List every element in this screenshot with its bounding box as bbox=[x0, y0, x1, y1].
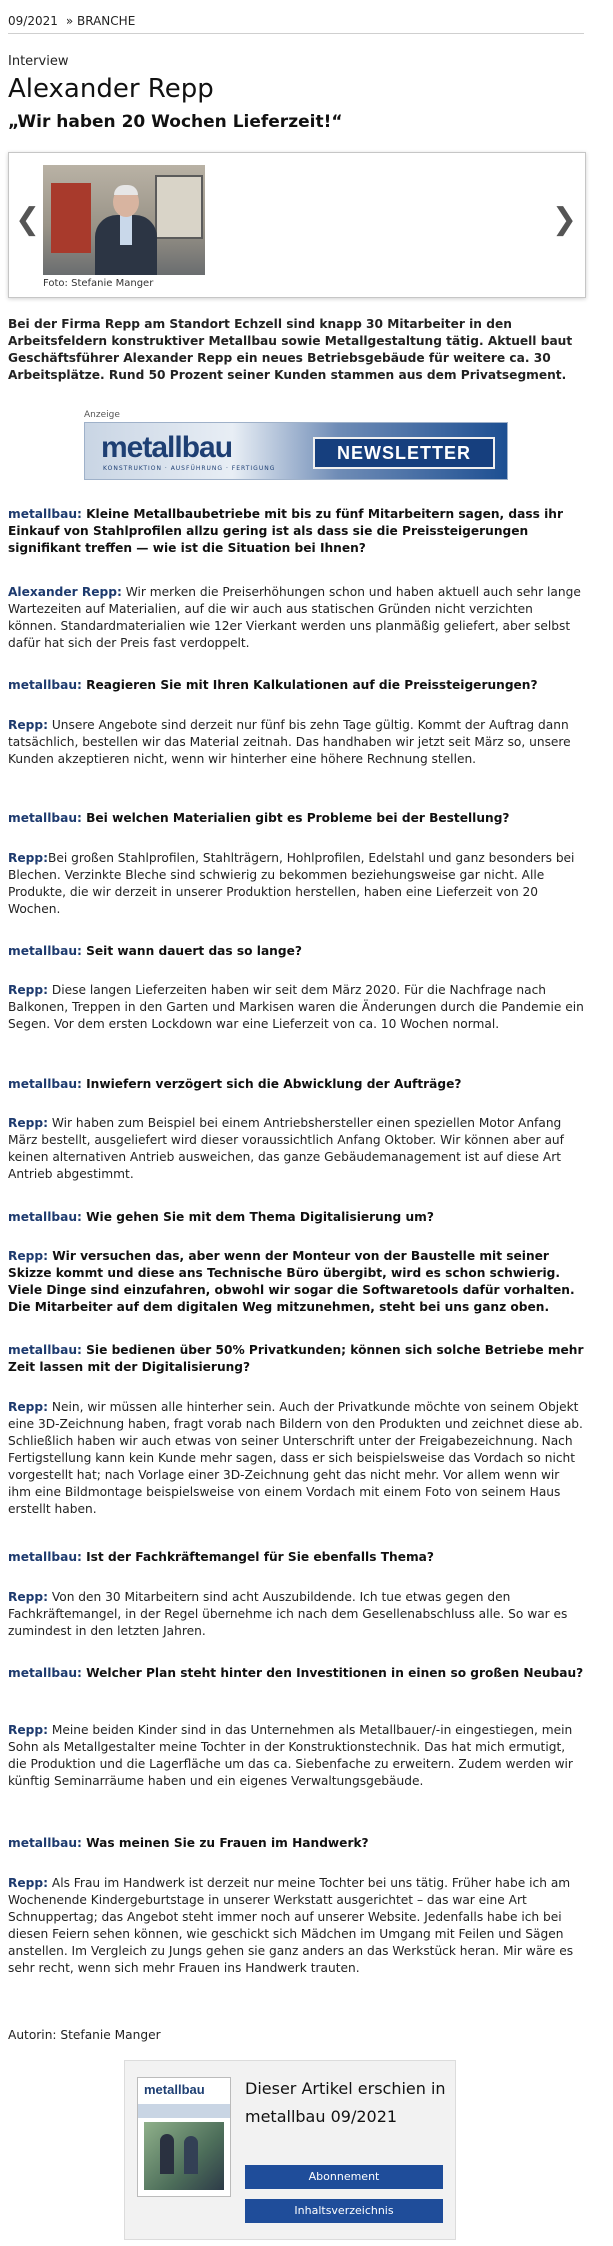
qa-block bbox=[8, 943, 584, 960]
qa-block bbox=[8, 506, 584, 557]
answer-text: Wir versuchen das, aber wenn der Monteur von der Baustelle mit seiner Skizze kommt und diese ans Technische Büro übergibt, wird es schon schwierig. Viele Dinge sind einzufahren, obwohl wir sogar die Softwaretools dafür vorhalten. Die Mitarbeiter auf dem digitalen Weg mitzunehmen, steht bei uns ganz oben. bbox=[8, 1249, 575, 1314]
image-gallery bbox=[8, 152, 586, 298]
speaker-label: Alexander Repp: bbox=[8, 585, 122, 599]
question-text: Inwiefern verzögert sich die Abwicklung der Aufträge? bbox=[81, 1077, 462, 1091]
speaker-label: metallbau: bbox=[8, 811, 82, 825]
qa-block bbox=[8, 1589, 584, 1640]
speaker-label: metallbau: bbox=[8, 507, 82, 521]
answer-text: Nein, wir müssen alle hinterher sein. Auch der Privatkunde möchte von seinem Objekt eine 3D-Zeichnung haben, fragt vorab nach Bildern von den Produkten und zeichnet diese ab. Schließlich haben wir auch etwas von seiner Unterschrift unter der Freigabezeichnung. Nach Fertigstellung kann kein Kunde mehr sagen, dass er sich beispielsweise das Vordach so nicht vorgestellt hat; nach Vorlage einer 3D-Zeichnung geht das nicht mehr. Vor allem wenn wir ihm eine Bildmontage beispielsweise von einem Vordach mit einem Foto von seinem Haus erstellt haben. bbox=[8, 1400, 583, 1516]
teaser-line: Dieser Artikel erschien in bbox=[245, 2079, 446, 2098]
speaker-label: Repp: bbox=[8, 1249, 48, 1263]
question-text: Sie bedienen über 50% Privatkunden; können sich solche Betriebe mehr Zeit lassen mit der Digitalisierung? bbox=[8, 1343, 584, 1374]
article-lead: Bei der Firma Repp am Standort Echzell sind knapp 30 Mitarbeiter in den Arbeitsfeldern konstruktiver Metallbau sowie Metallgestaltung tätig. Aktuell baut Geschäftsführer Alexander Repp ein neues Betriebsgebäude für weitere ca. 30 Arbeitsplätze. Rund 50 Prozent seiner Kunden stammen aus dem Privatsegment. bbox=[8, 317, 573, 382]
gallery-prev-arrow-icon[interactable]: ❮ bbox=[15, 202, 41, 237]
breadcrumb-issue-link[interactable]: 09/2021 bbox=[8, 14, 58, 28]
qa-block bbox=[8, 584, 584, 652]
qa-block bbox=[8, 982, 584, 1033]
answer-text: Als Frau im Handwerk ist derzeit nur meine Tochter bei uns tätig. Früher habe ich am Wochenende Kindergeburtstage in unserer Werkstatt ausgerichtet – das war eine Art Schnuppertag; das Angebot steht immer noch auf unserer Website. Jedenfalls habe ich bei diesen Feiern sehen können, wie geschickt sich Mädchen im Umgang mit Feilen und Sägen anstellen. Im Vergleich zu Jungs gehen sie ganz anders an das Werkstück heran. Mir wäre es sehr recht, wenn sich mehr Frauen ins Handwerk trauten. bbox=[8, 1876, 574, 1975]
qa-block bbox=[8, 1248, 584, 1316]
table-of-contents-button[interactable]: Inhaltsverzeichnis bbox=[245, 2199, 443, 2223]
qa-block bbox=[8, 1115, 584, 1183]
qa-block bbox=[8, 1209, 584, 1226]
qa-block bbox=[8, 1665, 584, 1682]
speaker-label: Repp: bbox=[8, 1400, 48, 1414]
ad-label: Anzeige bbox=[84, 410, 120, 420]
qa-block bbox=[8, 1549, 584, 1566]
qa-block bbox=[8, 850, 584, 918]
qa-block bbox=[8, 717, 584, 768]
question-text: Was meinen Sie zu Frauen im Handwerk? bbox=[81, 1836, 369, 1850]
article-author: Autorin: Stefanie Manger bbox=[8, 2028, 161, 2042]
question-text: Seit wann dauert das so lange? bbox=[81, 944, 302, 958]
ad-tagline: KONSTRUKTION · AUSFÜHRUNG · FERTIGUNG bbox=[103, 465, 276, 472]
article-photo[interactable] bbox=[43, 165, 205, 275]
speaker-label: Repp: bbox=[8, 1116, 48, 1130]
article-kicker: Interview bbox=[8, 54, 69, 69]
speaker-label: Repp: bbox=[8, 718, 48, 732]
question-text: Welcher Plan steht hinter den Investitionen in einen so großen Neubau? bbox=[81, 1666, 584, 1680]
speaker-label: Repp: bbox=[8, 983, 48, 997]
issue-teaser-box bbox=[124, 2060, 456, 2240]
divider bbox=[8, 33, 584, 34]
qa-block bbox=[8, 1076, 584, 1093]
qa-block bbox=[8, 1399, 584, 1518]
breadcrumb bbox=[8, 14, 139, 28]
qa-block bbox=[8, 810, 584, 827]
speaker-label: metallbau: bbox=[8, 1210, 82, 1224]
qa-block bbox=[8, 1875, 584, 1977]
gallery-next-arrow-icon[interactable]: ❯ bbox=[551, 202, 577, 237]
speaker-label: metallbau: bbox=[8, 944, 82, 958]
answer-text: Wir haben zum Beispiel bei einem Antriebshersteller einen speziellen Motor Anfang März bestellt, ausgeliefert wird dieser voraussichtlich Anfang Oktober. Wir können aber auf keinen alternativen Antrieb ausweichen, das ganze Gebäudemanagement ist auf diese Art Antrieb abgestimmt. bbox=[8, 1116, 564, 1181]
speaker-label: metallbau: bbox=[8, 678, 82, 692]
photo-caption: Foto: Stefanie Manger bbox=[43, 278, 154, 289]
speaker-label: metallbau: bbox=[8, 1343, 82, 1357]
speaker-label: metallbau: bbox=[8, 1836, 82, 1850]
speaker-label: metallbau: bbox=[8, 1666, 82, 1680]
speaker-label: metallbau: bbox=[8, 1550, 82, 1564]
speaker-label: Repp: bbox=[8, 1590, 48, 1604]
answer-text: Bei großen Stahlprofilen, Stahlträgern, Hohlprofilen, Edelstahl und ganz besonders bei Blechen. Verzinkte Bleche sind schwierig zu bekommen beziehungsweise gar nicht. Alle Produkte, die wir derzeit in unserer Produktion herstellen, haben eine Lieferzeit von 20 Wochen. bbox=[8, 851, 575, 916]
newsletter-ad-banner[interactable] bbox=[84, 422, 508, 480]
question-text: Reagieren Sie mit Ihren Kalkulationen auf die Preissteigerungen? bbox=[81, 678, 538, 692]
speaker-label: Repp: bbox=[8, 1723, 48, 1737]
qa-block bbox=[8, 1722, 584, 1790]
speaker-label: Repp: bbox=[8, 1876, 48, 1890]
subscribe-button[interactable]: Abonnement bbox=[245, 2165, 443, 2189]
question-text: Bei welchen Materialien gibt es Probleme bei der Bestellung? bbox=[81, 811, 510, 825]
teaser-issue: metallbau 09/2021 bbox=[245, 2107, 398, 2126]
speaker-label: Repp: bbox=[8, 851, 48, 865]
answer-text: Wir merken die Preiserhöhungen schon und haben aktuell auch sehr lange Wartezeiten auf Materialien, auf die wir auch aus statischen Gründen nicht verzichten können. Standardmaterialien wie 12er Vierkant werden uns planmäßig geliefert, aber selbst dafür hat sich der Preis fast verdoppelt. bbox=[8, 585, 581, 650]
answer-text: Diese langen Lieferzeiten haben wir seit dem März 2020. Für die Nachfrage nach Balkonen, Treppen in den Garten und Markisen waren die Änderungen durch die Pandemie ein Segen. Vor dem ersten Lockdown war eine Lieferzeit von ca. 10 Wochen normal. bbox=[8, 983, 584, 1031]
article-subtitle: „Wir haben 20 Wochen Lieferzeit!“ bbox=[8, 112, 343, 132]
answer-text: Unsere Angebote sind derzeit nur fünf bis zehn Tage gültig. Kommt der Auftrag dann tatsächlich, bestellen wir das Material zeitnah. Das handhaben wir jetzt seit März so, unsere Kunden akzeptieren nicht, wenn wir hinterher eine höhere Rechnung stellen. bbox=[8, 718, 571, 766]
answer-text: Von den 30 Mitarbeitern sind acht Auszubildende. Ich tue etwas gegen den Fachkräftemangel, in der Regel übernehme ich nach dem Gesellenabschluss alle. So war es zumindest in den letzten Jahren. bbox=[8, 1590, 568, 1638]
qa-block bbox=[8, 1835, 584, 1852]
ad-newsletter-button[interactable]: NEWSLETTER bbox=[313, 437, 495, 469]
qa-block bbox=[8, 1342, 584, 1376]
magazine-cover[interactable] bbox=[137, 2077, 231, 2197]
cover-logo: metallbau bbox=[144, 2082, 205, 2097]
answer-text: Meine beiden Kinder sind in das Unternehmen als Metallbauer/-in eingestiegen, mein Sohn als Metallgestalter meine Tochter in der Konstruktionstechnik. Das hat mich ermutigt, die Produktion und die Lagerfläche um das ca. Siebenfache zu erweitern. Zudem werden wir künftig Seminarräume haben und ein eigenes Verwaltungsgebäude. bbox=[8, 1723, 573, 1788]
question-text: Kleine Metallbaubetriebe mit bis zu fünf Mitarbeitern sagen, dass ihr Einkauf von Stahlprofilen allzu gering ist als dass sie die Preissteigerungen signifikant treffen — wie ist die Situation bei Ihnen? bbox=[8, 507, 563, 555]
speaker-label: metallbau: bbox=[8, 1077, 82, 1091]
qa-block bbox=[8, 677, 584, 694]
article-title: Alexander Repp bbox=[8, 74, 214, 104]
question-text: Ist der Fachkräftemangel für Sie ebenfalls Thema? bbox=[81, 1550, 434, 1564]
breadcrumb-section-link[interactable]: » BRANCHE bbox=[65, 14, 136, 28]
ad-logo: metallbau bbox=[101, 431, 233, 464]
question-text: Wie gehen Sie mit dem Thema Digitalisierung um? bbox=[81, 1210, 434, 1224]
